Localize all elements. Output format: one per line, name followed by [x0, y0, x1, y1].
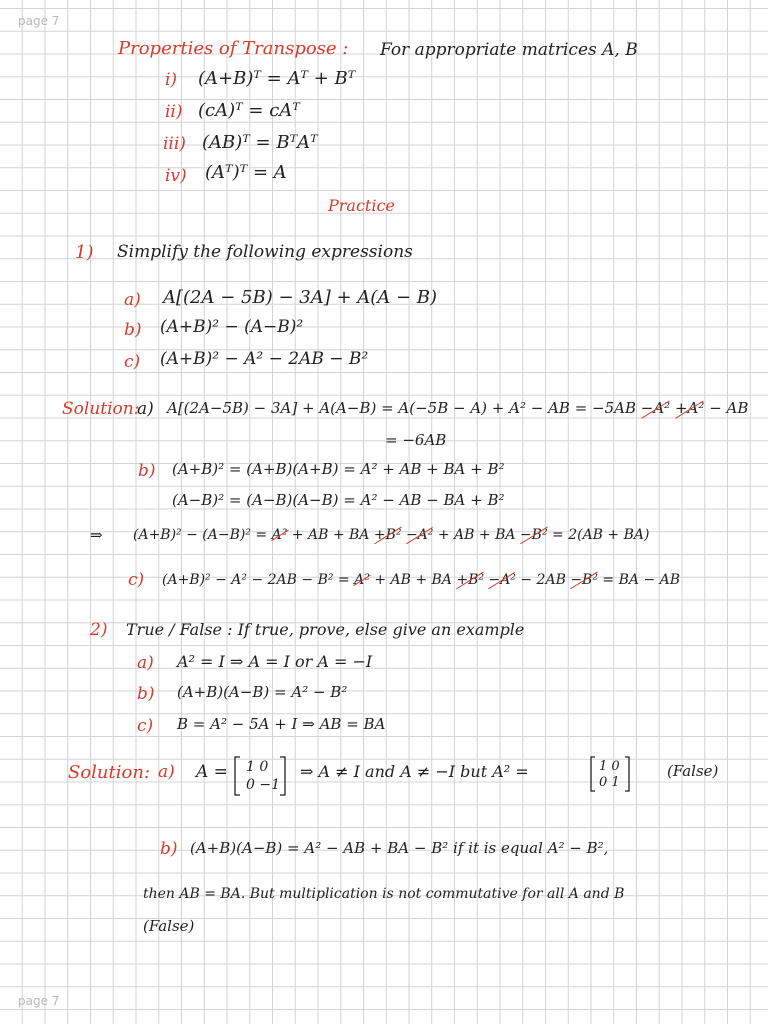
q1-part-b-label: b): [124, 320, 142, 340]
sol1-a-line2: = −6AB: [385, 431, 447, 449]
solution-2-label: Solution:: [68, 762, 151, 783]
property-expr-4: (Aᵀ)ᵀ = A: [205, 162, 287, 183]
q1-part-a-label: a): [124, 290, 141, 310]
sol2-b-line2: then AB = BA. But multiplication is not commutative for all A and B: [143, 886, 625, 902]
sol1-a-label: a): [137, 399, 154, 419]
question-1-prompt: Simplify the following expressions: [117, 242, 413, 262]
sol1-c-line: (A+B)² − A² − 2AB − B² = A² + AB + BA +B² −A² − 2AB −B² = BA − AB: [162, 572, 681, 588]
sol1-a-line1: A[(2A−5B) − 3A] + A(A−B) = A(−5B − A) + A² − AB = −5AB −A² +A² − AB: [167, 399, 749, 417]
page-number-top: page 7: [18, 14, 60, 28]
q1-part-a-expr: A[(2A − 5B) − 3A] + A(A − B): [163, 287, 438, 308]
sol1-c-label: c): [128, 570, 145, 590]
sol1-b-line1: (A+B)² = (A+B)(A+B) = A² + AB + BA + B²: [172, 460, 505, 478]
solution-1-label: Solution:: [62, 399, 140, 419]
sol1-b-line3: (A+B)² − (A−B)² = A² + AB + BA +B² −A² + AB + BA −B² = 2(AB + BA): [133, 527, 650, 543]
property-expr-1: (A+B)ᵀ = Aᵀ + Bᵀ: [198, 68, 356, 89]
property-num-1: i): [165, 70, 178, 90]
matrix-a: [232, 754, 288, 798]
q2-part-a-label: a): [137, 653, 154, 673]
sol1-b-line2: (A−B)² = (A−B)(A−B) = A² − AB − BA + B²: [172, 491, 505, 509]
matrix-a-squared: [588, 754, 632, 794]
q2-part-a-expr: A² = I ⇒ A = I or A = −I: [177, 652, 373, 671]
q2-part-b-label: b): [137, 684, 155, 704]
q1-part-c-expr: (A+B)² − A² − 2AB − B²: [160, 349, 369, 369]
question-2-prompt: True / False : If true, prove, else give an example: [126, 620, 525, 639]
q2-part-c-label: c): [137, 716, 154, 736]
sol1-b-label: b): [138, 461, 156, 481]
q2-part-b-expr: (A+B)(A−B) = A² − B²: [177, 683, 348, 701]
sol1-b-implies-arrow: ⇒: [90, 526, 103, 544]
sol2-b-verdict: (False): [143, 917, 195, 935]
property-num-4: iv): [165, 166, 187, 186]
properties-condition: For appropriate matrices A, B: [380, 40, 638, 60]
matrix-a-row-1: 1 0: [246, 759, 269, 775]
properties-title: Properties of Transpose :: [118, 38, 349, 59]
property-expr-3: (AB)ᵀ = BᵀAᵀ: [202, 132, 318, 153]
sol2-a-middle: ⇒ A ≠ I and A ≠ −I but A² =: [300, 762, 529, 781]
property-num-2: ii): [165, 102, 183, 122]
property-expr-2: (cA)ᵀ = cAᵀ: [198, 100, 300, 121]
sol2-a-label: a): [158, 762, 175, 782]
matrix-a-row-2: 0 −1: [246, 777, 280, 793]
practice-title: Practice: [328, 196, 395, 215]
sol2-b-line1: (A+B)(A−B) = A² − AB + BA − B² if it is equal A² − B²,: [190, 839, 609, 857]
q1-part-c-label: c): [124, 352, 141, 372]
sol2-a-lhs: A =: [196, 762, 228, 782]
page-number-bottom: page 7: [18, 994, 60, 1008]
question-1-number: 1): [75, 242, 94, 263]
q1-part-b-expr: (A+B)² − (A−B)²: [160, 317, 304, 337]
property-num-3: iii): [163, 134, 186, 154]
matrix-a-squared-row-2: 0 1: [599, 775, 620, 790]
sol2-a-verdict: (False): [667, 762, 719, 780]
sol2-b-label: b): [160, 839, 178, 859]
q2-part-c-expr: B = A² − 5A + I ⇒ AB = BA: [177, 715, 386, 733]
question-2-number: 2): [90, 620, 108, 640]
matrix-a-squared-row-1: 1 0: [599, 759, 620, 774]
